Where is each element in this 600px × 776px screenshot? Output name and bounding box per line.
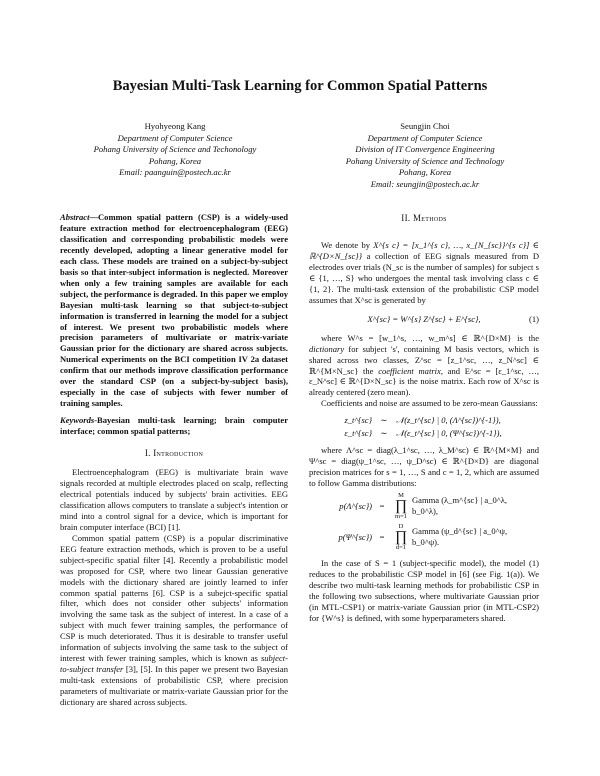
product-lower: d=1 (395, 544, 407, 552)
author-name: Hyohyeong Kang (144, 121, 206, 131)
gaussian-prior-z (309, 415, 539, 426)
keywords-label: Keywords (60, 415, 95, 426)
equation-1-body: X^{sc} = W^{s} Z^{sc} + E^{sc}, (367, 313, 481, 324)
methods-p2-italic-2: coefficient matrix (378, 365, 441, 376)
author-affiliation: Pohang University of Science and Techonology (93, 144, 257, 155)
product-upper: D (398, 523, 404, 531)
author-affiliation: Pohang University of Science and Technology (345, 155, 505, 166)
product-icon: ∏ (394, 529, 408, 546)
methods-p1-text-a: We denote by (321, 240, 374, 250)
product-operator (392, 492, 410, 520)
methods-p1-text-b: a collection of EEG signals measured from D electrodes over trials (N_sc is the number of samples) for subject s ∈ {1, …, S} who undergoes the mental task involving class c ∈ {1, 2}. The multi-task extension of the probabilistic CSP model assumes that X^sc is generated by (309, 250, 539, 305)
methods-p2-text-c: , and E^sc = [ε_1^sc, …, ε_N^sc] ∈ ℝ^{D×N_sc} is the noise matrix. Each row of X^sc is already centered (zero mean). (309, 365, 540, 398)
keywords-text: -Bayesian multi-task learning; brain computer interface; common spatial patterns; (60, 415, 288, 437)
abstract-text: —Common spatial pattern (CSP) is a widely-used feature extraction method for electroencephalogram (EEG) classification and corresponding probabilistic models were recently developed, adopting a linear generative model for each class. These models are trained on a subject-by-subject basis so that inter-subject information is neglected. Moreover when only a few training samples are available for each subject, the performance is degraded. In this paper we employ Bayesian multi-task learning so that subject-to-subject information is transferred in learning the model for a subject of interest. We present two probabilistic models where precision parameters of multivariate or matrix-variate Gaussian prior for the dictionary are shared across subjects. Numerical experiments on the BCI competition IV 2a dataset confirm that our methods improve classification performance over the standard CSP (on a subject-by-subject basis), especially in the case of subjects with fewer number of training samples. (60, 212, 288, 409)
prior-psi-rhs: Gamma (ψ_d^{sc} | a_0^ψ, b_0^ψ). (412, 526, 508, 548)
author-email: Email: seungjin@postech.ac.kr (370, 178, 480, 189)
methods-paragraph-1 (309, 240, 539, 306)
gaussian-eps-lhs: ε_t^{sc} (344, 428, 372, 439)
prior-psi-lhs: p(Ψ^{sc}) (338, 531, 372, 542)
author-block-1 (60, 121, 290, 179)
product-operator (392, 523, 410, 551)
sim-symbol: ∼ (380, 428, 388, 439)
equation-1 (309, 314, 539, 325)
methods-p2-text-a: where W^s = [w_1^s, …, w_m^s] ∈ ℝ^{D×M} is the (321, 332, 539, 343)
author-name: Seungjin Choi (400, 121, 450, 131)
gaussian-prior-eps (309, 428, 539, 439)
product-lower: m=1 (395, 513, 407, 521)
gaussian-z-rhs: 𝒩(z_t^{sc} | 0, (Λ^{sc})^{-1}), (396, 415, 501, 426)
methods-p1-math: X^{s c} = [x_1^{s c}, …, x_{N_{sc}}^{s c}] ∈ ℝ^{D×N_{sc}} (309, 240, 539, 261)
equals-sign: = (379, 500, 385, 511)
product-icon: ∏ (394, 498, 408, 515)
keywords (60, 415, 288, 437)
paper-title: Bayesian Multi-Task Learning for Common Spatial Patterns (112, 78, 488, 94)
intro-p2-text-a: Common spatial pattern (CSP) is a popular discriminative EEG feature extraction methods, which is proven to be a useful subject-specific spatial filter [4]. Recently a probabilistic model was proposed for CSP, where two linear Gaussian generative models with the dictionary shared are jointly learned to infer common spatial patterns [6]. CSP is a subejct-specific spatial filter, which does not consider other subjects' information involving the same task as the subject of interest. In a case of a subject with much fewer training samples, the performance of CSP is much deteriorated. Thus it is desirable to transfer useful information of subjects involving the same task to the subject of interest with fewer training samples, which is known as (60, 532, 288, 664)
gamma-prior-lambda (309, 492, 539, 520)
methods-paragraph-5: In the case of S = 1 (subject-specific model), the model (1) reduces to the probabilistic CSP model in [6] (see Fig. 1(a)). We describe two multi-task learning methods for probabilistic CSP in the following two subsections, where multivariate Gaussian prior (in MTL-CSP1) or matrix-variate Gaussian prior (in MTL-CSP2) for {W^s} is defined, with some hyperparameters shared. (309, 558, 539, 623)
equation-1-number: (1) (529, 313, 539, 324)
intro-paragraph-1: Electroencephalogram (EEG) is multivariate brain wave signals recorded at multiple electrodes placed on scalp, reflecting electrical potentials induced by subjects' brain activities. EEG classification allows computers to translate a subject's intention or mind into a control signal for a device, which is important for brain computer interface (BCI) [1]. (60, 467, 288, 532)
prior-lambda-rhs: Gamma (λ_m^{sc} | a_0^λ, b_0^λ), (412, 495, 508, 517)
methods-p2-text-b: for subject 's', containing M basis vectors, which is shared across two classes, Z^sc = [z_1^sc, …, z_N^sc] ∈ ℝ^{M×N_sc} the (309, 343, 539, 376)
gaussian-eps-rhs: 𝒩(ε_t^{sc} | 0, (Ψ^{sc})^{-1}), (396, 428, 502, 439)
methods-paragraph-3: Coefficients and noise are assumed to be zero-mean Gaussians: (321, 398, 538, 409)
left-column (60, 212, 288, 708)
author-affiliation: Department of Computer Science (367, 132, 483, 143)
sim-symbol: ∼ (380, 415, 388, 426)
author-affiliation: Division of IT Convergence Engineering (355, 144, 495, 155)
gamma-prior-psi (309, 523, 539, 551)
author-email: Email: paanguin@postech.ac.kr (119, 167, 231, 178)
author-affiliation: Department of Computer Science (117, 132, 233, 143)
section-heading-intro: I. Introduction (144, 448, 204, 459)
methods-paragraph-4: where Λ^sc = diag(λ_1^sc, …, λ_M^sc) ∈ ℝ^{M×M} and Ψ^sc = diag(ψ_1^sc, …, ψ_D^sc) ∈ ℝ^{D×D} are diagonal precision matrices for s = 1, …, S and c = 1, 2, which are assumed to follow Gamma distributions: (309, 445, 539, 489)
gaussian-z-lhs: z_t^{sc} (344, 415, 372, 426)
intro-p2-text-b: [3], [5]. In this paper we present two Bayesian multi-task extensions of probabilistic CSP, where precision parameters of multivariate or matrix-variate Gaussian prior for the dictionary are shared across subjects. (60, 664, 288, 708)
product-upper: M (398, 492, 404, 500)
right-column (309, 240, 539, 624)
abstract (60, 212, 288, 409)
abstract-label: Abstract (60, 212, 90, 222)
section-heading-methods: II. Methods (401, 213, 447, 223)
author-block-2 (310, 121, 540, 191)
methods-p2-italic-1: dictionary (309, 343, 345, 354)
author-affiliation: Pohang, Korea (148, 155, 202, 166)
author-affiliation: Pohang, Korea (398, 167, 452, 178)
intro-paragraph-2 (60, 533, 288, 708)
methods-paragraph-2 (309, 333, 539, 399)
equals-sign: = (379, 531, 385, 542)
intro-p2-italic: subject-to-subject transfer (60, 653, 288, 675)
prior-lambda-lhs: p(Λ^{sc}) (339, 500, 372, 511)
